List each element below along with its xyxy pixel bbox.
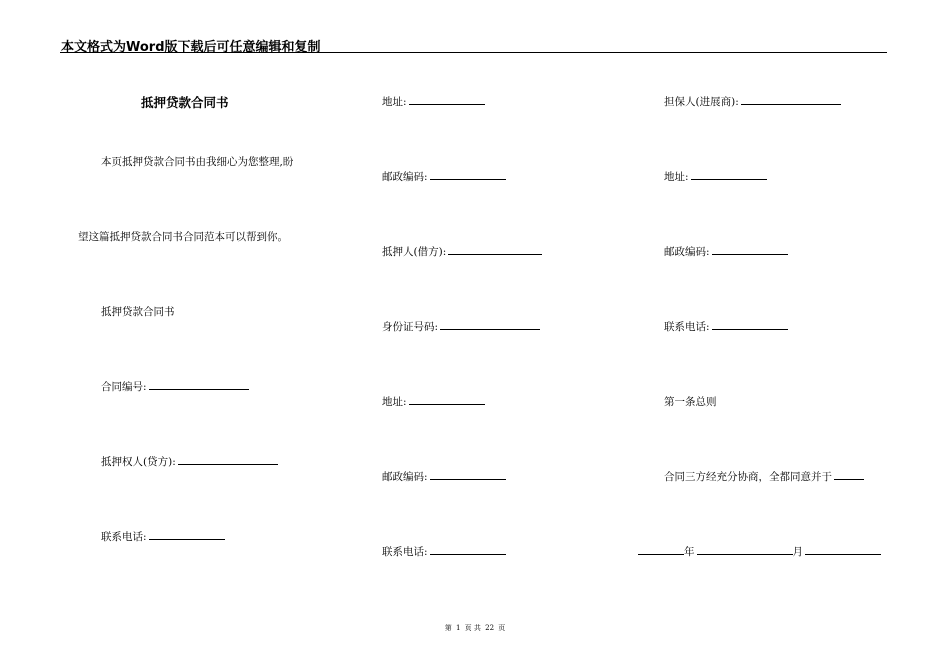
guarantor-address-field <box>664 169 767 184</box>
date-prefix-blank <box>638 544 684 555</box>
footer-mid: 页 共 <box>464 624 481 632</box>
mortgagee-address-label: 地址: <box>382 96 407 108</box>
mortgagor-address-field <box>382 394 485 409</box>
date-line <box>638 544 881 559</box>
page-footer <box>0 623 950 633</box>
guarantor-phone-field <box>664 319 788 334</box>
mortgagee-phone-blank <box>149 529 225 540</box>
mortgagee-postcode-blank <box>430 169 506 180</box>
mortgagor-label: 抵押人(借方): <box>382 246 447 258</box>
contract-number-field <box>101 379 249 394</box>
month-label: 月 <box>792 546 803 558</box>
mortgagee-phone-field <box>101 529 225 544</box>
guarantor-phone-label: 联系电话: <box>664 321 710 333</box>
mortgagee-phone-label: 联系电话: <box>101 531 147 543</box>
mortgagor-field <box>382 244 542 259</box>
document-header: 本文格式为Word版下载后可任意编辑和复制 <box>61 40 321 55</box>
year-label: 年 <box>684 546 695 558</box>
agreement-text: 合同三方经充分协商，全都同意并于 <box>664 471 832 483</box>
mortgagor-phone-label: 联系电话: <box>382 546 428 558</box>
mortgagor-blank <box>448 244 542 255</box>
mortgagor-postcode-blank <box>430 469 506 480</box>
header-rule <box>60 52 887 53</box>
document-title: 抵押贷款合同书 <box>101 306 175 318</box>
mortgagee-address-blank <box>409 94 485 105</box>
guarantor-label: 担保人(进展商): <box>664 96 739 108</box>
footer-total-pages: 22 <box>485 624 495 632</box>
mortgagor-address-blank <box>409 394 485 405</box>
guarantor-address-label: 地址: <box>664 171 689 183</box>
footer-prefix: 第 <box>444 624 452 632</box>
mortgagee-postcode-field <box>382 169 506 184</box>
article-1-heading: 第一条总则 <box>664 396 717 408</box>
mortgagee-field <box>101 454 278 469</box>
mortgagor-address-label: 地址: <box>382 396 407 408</box>
contract-number-label: 合同编号: <box>101 381 147 393</box>
mortgagor-postcode-label: 邮政编码: <box>382 471 428 483</box>
mortgagee-label: 抵押权人(贷方): <box>101 456 176 468</box>
guarantor-field <box>664 94 841 109</box>
footer-suffix: 页 <box>498 624 506 632</box>
footer-page-number: 1 <box>455 624 461 632</box>
agreement-line <box>664 469 864 484</box>
mortgagee-blank <box>178 454 278 465</box>
contract-number-blank <box>149 379 249 390</box>
id-number-blank <box>440 319 540 330</box>
mortgagee-address-field <box>382 94 485 109</box>
month-blank <box>805 544 881 555</box>
guarantor-phone-blank <box>712 319 788 330</box>
guarantor-blank <box>741 94 841 105</box>
agreement-blank <box>834 469 864 480</box>
mortgagor-postcode-field <box>382 469 506 484</box>
guarantor-postcode-label: 邮政编码: <box>664 246 710 258</box>
mortgagee-postcode-label: 邮政编码: <box>382 171 428 183</box>
year-blank <box>697 544 793 555</box>
mortgagor-phone-field <box>382 544 506 559</box>
mortgagor-phone-blank <box>430 544 506 555</box>
guarantor-postcode-field <box>664 244 788 259</box>
guarantor-postcode-blank <box>712 244 788 255</box>
contract-title: 抵押贷款合同书 <box>141 95 229 110</box>
id-number-label: 身份证号码: <box>382 321 439 333</box>
intro-line-1: 本页抵押贷款合同书由我细心为您整理,盼 <box>101 156 294 168</box>
guarantor-address-blank <box>691 169 767 180</box>
intro-line-2: 望这篇抵押贷款合同书合同范本可以帮到你。 <box>78 231 288 243</box>
id-number-field <box>382 319 540 334</box>
